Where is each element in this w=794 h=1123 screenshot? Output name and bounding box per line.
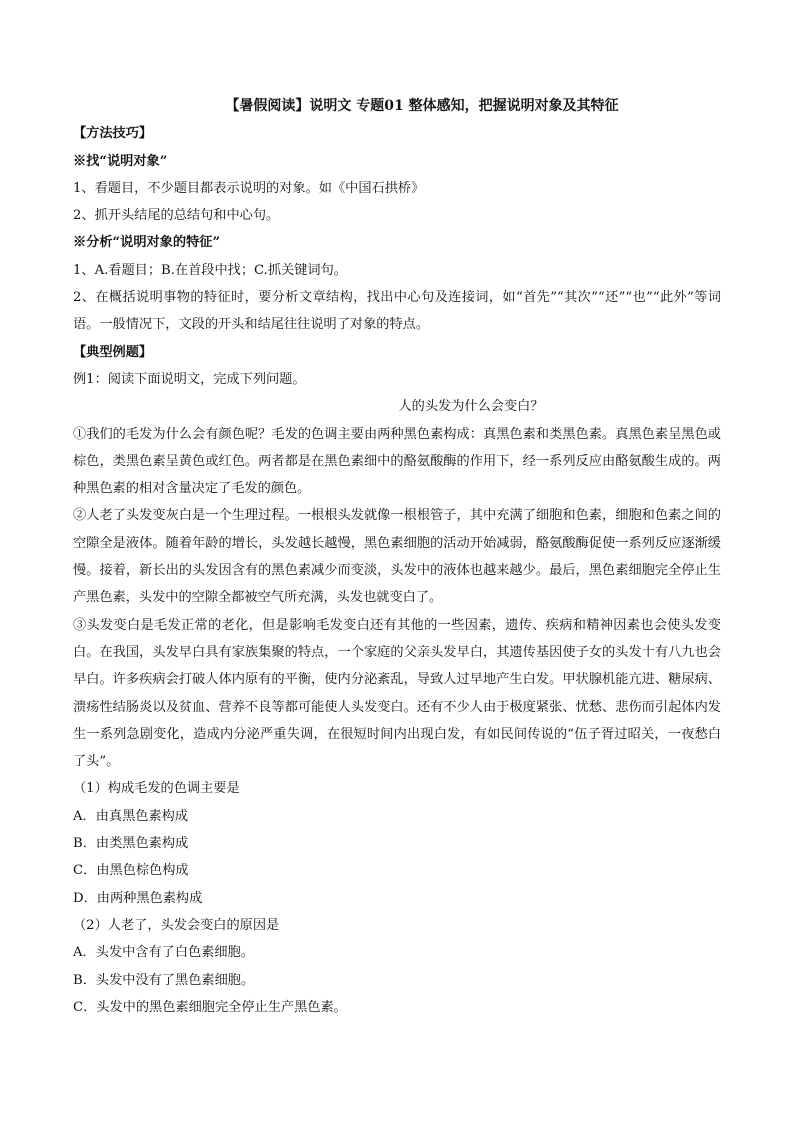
article-paragraph: ③头发变白是毛发正常的老化，但是影响毛发变白还有其他的一些因素，遗传、疾病和精神因素也会使头发变白。在我国，头发早白具有家族集聚的特点，一个家庭的父亲头发早白，其遗传基因使子女的头发十有八九也会早白。许多疾病会打破人体内原有的平衡，使内分泌紊乱，导致人过早地产生白发。甲状腺机能亢进、糖尿病、溃疡性结肠炎以及贫血、营养不良等都可能使人头发变白。还有不少人由于极度紧张、忧愁、悲伤而引起体内发生一系列急剧变化，造成内分泌严重失调，在很短时间内出现白发，有如民间传说的“伍子胥过昭关，一夜愁白了头”。 <box>73 617 721 770</box>
example-intro: 例1：阅读下面说明文，完成下列问题。 <box>73 371 306 387</box>
document-content <box>73 93 721 1021</box>
question-1-option-d: D．由两种黑色素构成 <box>73 890 203 906</box>
section-heading-example: 【典型例题】 <box>73 344 153 360</box>
analyze-item: 1、A.看题目；B.在首段中找；C.抓关键词句。 <box>73 262 347 278</box>
question-1-option-a: A．由真黑色素构成 <box>73 808 189 824</box>
question-2-option-b: B．头发中没有了黑色素细胞。 <box>73 972 255 988</box>
find-object-item: 2、抓开头结尾的总结句和中心句。 <box>73 208 280 224</box>
analyze-heading: ※分析“说明对象的特征” <box>73 235 221 251</box>
question-1-option-c: C．由黑色棕色构成 <box>73 863 189 879</box>
document-title: 【暑假阅读】说明文 专题01 整体感知，把握说明对象及其特征 <box>225 98 619 114</box>
article-paragraph: ②人老了头发变灰白是一个生理过程。一根根头发就像一根根管子，其中充满了细胞和色素，细胞和色素之间的空隙全是液体。随着年龄的增长，头发越长越慢，黑色素细胞的活动开始减弱，酪氨酸酶促使一系列反应逐渐缓慢。接着，新长出的头发因含有的黑色素减少而变淡，头发中的液体也越来越少。最后，黑色素细胞完全停止生产黑色素，头发中的空隙全都被空气所充满，头发也就变白了。 <box>73 508 721 606</box>
question-1-option-b: B．由类黑色素构成 <box>73 836 189 852</box>
question-2: （2）人老了，头发会变白的原因是 <box>73 917 280 933</box>
article-title: 人的头发为什么会变白？ <box>398 399 544 415</box>
article-paragraph: ①我们的毛发为什么会有颜色呢？毛发的色调主要由两种黑色素构成：真黑色素和类黑色素。真黑色素呈黑色或棕色，类黑色素呈黄色或红色。两者都是在黑色素细中的酪氨酸酶的作用下，经一系列反应由酪氨酸生成的。两种黑色素的相对含量决定了毛发的颜色。 <box>73 426 721 497</box>
analyze-item: 2、在概括说明事物的特征时，要分析文章结构，找出中心句及连接词，如“首先”“其次”“还”“也”“此外”等词语。一般情况下，文段的开头和结尾往往说明了对象的特点。 <box>73 290 721 333</box>
section-heading-method: 【方法技巧】 <box>73 126 153 142</box>
question-2-option-a: A．头发中含有了白色素细胞。 <box>73 945 254 961</box>
question-1: （1）构成毛发的色调主要是 <box>73 781 240 797</box>
find-object-heading: ※找“说明对象” <box>73 153 168 169</box>
find-object-item: 1、看题目，不少题目都表示说明的对象。如《中国石拱桥》 <box>73 180 425 196</box>
question-2-option-c: C．头发中的黑色素细胞完全停止生产黑色素。 <box>73 999 347 1015</box>
